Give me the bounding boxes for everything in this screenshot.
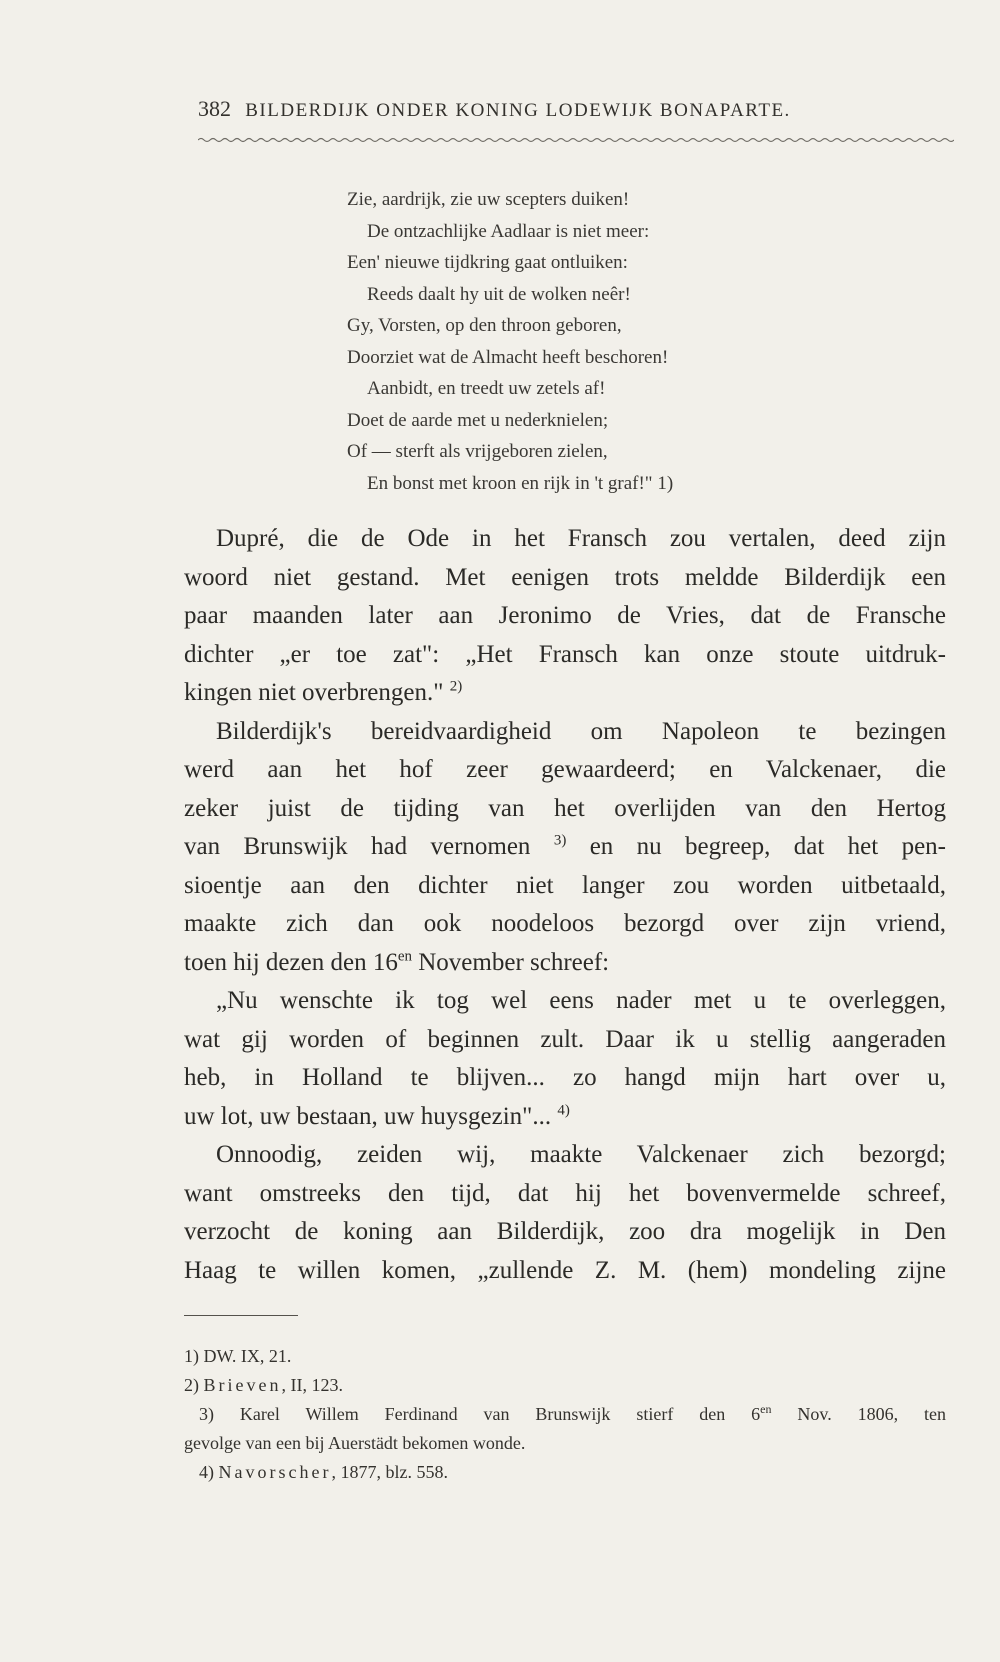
poem-line bbox=[347, 468, 907, 500]
footnote-text: 3) Karel Willem Ferdinand van Brunswijk stierf den 6 bbox=[199, 1404, 761, 1424]
text-segment: November schreef: bbox=[418, 948, 610, 976]
poem-line: Gy, Vorsten, op den throon geboren, bbox=[347, 315, 622, 336]
footnote-3-continued: gevolge van een bij Auerstädt bekomen wonde. bbox=[184, 1433, 526, 1453]
spaced-title: Brieven bbox=[203, 1375, 282, 1395]
footnote-text: , 1877, blz. 558. bbox=[331, 1462, 448, 1482]
superscript-ordinal: en bbox=[397, 948, 412, 965]
text-line: heb, in Holland te blijven... zo hangd mijn hart over u, bbox=[184, 1064, 946, 1091]
footnote-text: Nov. 1806, ten bbox=[797, 1404, 947, 1424]
body-text bbox=[184, 520, 946, 1290]
footnote-1: 1) DW. IX, 21. bbox=[184, 1346, 292, 1366]
poem-line: Of — sterft als vrijgeboren zielen, bbox=[347, 441, 608, 462]
text-line: sioentje aan den dichter niet langer zou worden uitbetaald, bbox=[184, 871, 946, 899]
poem-line: Zie, aardrijk, zie uw scepters duiken! bbox=[347, 189, 630, 210]
text-line: maakte zich dan ook noodeloos bezorgd over zijn vriend, bbox=[184, 910, 946, 937]
text-line: zeker juist de tijding van het overlijden van den Hertog bbox=[184, 794, 946, 822]
poem-line: Doet de aarde met u nederknielen; bbox=[347, 409, 609, 431]
footnote-divider bbox=[184, 1315, 298, 1316]
text-line bbox=[184, 1098, 946, 1137]
text-line bbox=[184, 944, 946, 983]
footnote-2 bbox=[184, 1371, 946, 1400]
footnote-3 bbox=[184, 1400, 946, 1429]
running-title: BILDERDIJK ONDER KONING LODEWIJK BONAPARTE. bbox=[245, 100, 791, 121]
text-line: werd aan het hof zeer gewaardeerd; en Valckenaer, die bbox=[184, 756, 946, 783]
poem-line: Doorziet wat de Almacht heeft beschoren! bbox=[347, 346, 669, 368]
page-number: 382 bbox=[198, 96, 231, 121]
text-line: paar maanden later aan Jeronimo de Vries, dat de Fransche bbox=[184, 602, 946, 629]
poem-line: De ontzachlijke Aadlaar is niet meer: bbox=[367, 220, 650, 242]
footnote-marker: 4) bbox=[199, 1462, 214, 1482]
footnote-ref-2: 2) bbox=[449, 678, 463, 695]
text-line: „Nu wenschte ik tog wel eens nader met u te overleggen, bbox=[216, 987, 946, 1014]
footnote-marker: 2) bbox=[184, 1375, 199, 1395]
poem-line-text: En bonst met kroon en rijk in 't graf!" bbox=[367, 472, 653, 494]
superscript-ordinal: en bbox=[760, 1402, 772, 1416]
text-line bbox=[184, 828, 946, 867]
footnote-ref-1: 1) bbox=[657, 472, 674, 494]
text-line: dichter „er toe zat": „Het Fransch kan onze stoute uitdruk- bbox=[184, 640, 946, 668]
text-segment: van Brunswijk had vernomen bbox=[184, 833, 531, 860]
poem-line: Reeds daalt hy uit de wolken neêr! bbox=[367, 283, 631, 305]
text-line: woord niet gestand. Met eenigen trots meldde Bilderdijk een bbox=[184, 563, 946, 591]
footnote-text: , II, 123. bbox=[281, 1375, 343, 1395]
running-header bbox=[198, 96, 898, 122]
text-segment: toen hij dezen den 16 bbox=[184, 948, 398, 976]
poem-stanza bbox=[347, 184, 907, 499]
text-line: verzocht de koning aan Bilderdijk, zoo dra mogelijk in Den bbox=[184, 1218, 946, 1245]
decorative-wavy-rule bbox=[198, 136, 954, 144]
text-line: Bilderdijk's bereidvaardigheid om Napoleon te bezingen bbox=[216, 717, 946, 745]
poem-line: Een' nieuwe tijdkring gaat ontluiken: bbox=[347, 252, 628, 273]
text-line: Onnoodig, zeiden wij, maakte Valckenaer zich bezorgd; bbox=[216, 1141, 946, 1168]
footnote-4 bbox=[184, 1458, 946, 1487]
footnotes bbox=[184, 1342, 946, 1487]
text-line: Dupré, die de Ode in het Fransch zou vertalen, deed zijn bbox=[216, 525, 946, 552]
text-segment: uw lot, uw bestaan, uw huysgezin"... bbox=[184, 1102, 552, 1130]
text-line: wat gij worden of beginnen zult. Daar ik u stellig aangeraden bbox=[184, 1025, 946, 1053]
text-line: want omstreeks den tijd, dat hij het bovenvermelde schreef, bbox=[184, 1179, 946, 1207]
text-segment: en nu begreep, dat het pen- bbox=[589, 833, 946, 860]
spaced-title: Navorscher bbox=[218, 1462, 332, 1482]
text-line bbox=[184, 674, 946, 713]
footnote-ref-4: 4) bbox=[557, 1102, 570, 1119]
poem-line: Aanbidt, en treedt uw zetels af! bbox=[367, 378, 606, 399]
footnote-ref-3: 3) bbox=[553, 832, 567, 849]
text-line: Haag te willen komen, „zullende Z. M. (hem) mondeling zijne bbox=[184, 1256, 946, 1284]
text-segment: kingen niet overbrengen." bbox=[184, 679, 444, 706]
